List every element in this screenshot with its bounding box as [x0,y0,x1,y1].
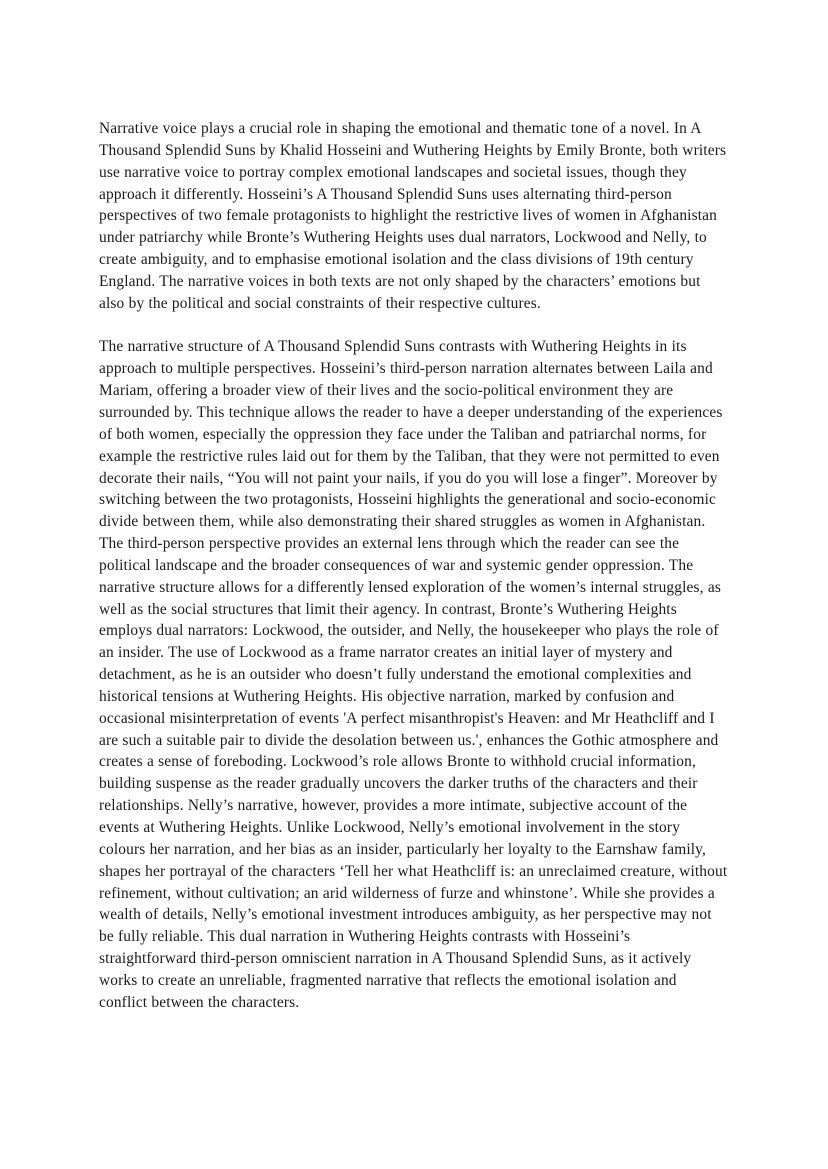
paragraph-1: Narrative voice plays a crucial role in shaping the emotional and thematic tone of a novel. In A Thousand Splendid Suns by Khalid Hosseini and Wuthering Heights by Emily Bronte, both writers use narrative voice to portray complex emotional landscapes and societal issues, though they approach it differently. Hosseini’s A Thousand Splendid Suns uses alternating third-person perspectives of two female protagonists to highlight the restrictive lives of women in Afghanistan under patriarchy while Bronte’s Wuthering Heights uses dual narrators, Lockwood and Nelly, to create ambiguity, and to emphasise emotional isolation and the class divisions of 19th century England. The narrative voices in both texts are not only shaped by the characters’ emotions but also by the political and social constraints of their respective cultures. [99,120,727,312]
document-text-body [99,118,729,1014]
paragraph-2: The narrative structure of A Thousand Splendid Suns contrasts with Wuthering Heights in its approach to multiple perspectives. Hosseini’s third-person narration alternates between Laila and Mariam, offering a broader view of their lives and the socio-political environment they are surrounded by. This technique allows the reader to have a deeper understanding of the experiences of both women, especially the oppression they face under the Taliban and patriarchal norms, for example the restrictive rules laid out for them by the Taliban, that they were not permitted to even decorate their nails, “You will not paint your nails, if you do you will lose a finger”. Moreover by switching between the two protagonists, Hosseini highlights the generational and socio-economic divide between them, while also demonstrating their shared struggles as women in Afghanistan. The third-person perspective provides an external lens through which the reader can see the political landscape and the broader consequences of war and systemic gender oppression. The narrative structure allows for a differently lensed exploration of the women’s internal struggles, as well as the social structures that limit their agency. In contrast, Bronte’s Wuthering Heights employs dual narrators: Lockwood, the outsider, and Nelly, the housekeeper who plays the role of an insider. The use of Lockwood as a frame narrator creates an initial layer of mystery and detachment, as he is an outsider who doesn’t fully understand the emotional complexities and historical tensions at Wuthering Heights. His objective narration, marked by confusion and occasional misinterpretation of events 'A perfect misanthropist's Heaven: and Mr Heathcliff and I are such a suitable pair to divide the desolation between us.', enhances the Gothic atmosphere and creates a sense of foreboding. Lockwood’s role allows Bronte to withhold crucial information, building suspense as the reader gradually uncovers the darker truths of the characters and their relationships. Nelly’s narrative, however, provides a more intimate, subjective account of the events at Wuthering Heights. Unlike Lockwood, Nelly’s emotional involvement in the story colours her narration, and her bias as an insider, particularly her loyalty to the Earnshaw family, shapes her portrayal of the characters ‘Tell her what Heathcliff is: an unreclaimed creature, without refinement, without cultivation; an arid wilderness of furze and whinstone’. While she provides a wealth of details, Nelly’s emotional investment introduces ambiguity, as her perspective may not be fully reliable. This dual narration in Wuthering Heights contrasts with Hosseini’s straightforward third-person omniscient narration in A Thousand Splendid Suns, as it actively works to create an unreliable, fragmented narrative that reflects the emotional isolation and conflict between the characters. [99,338,728,1011]
